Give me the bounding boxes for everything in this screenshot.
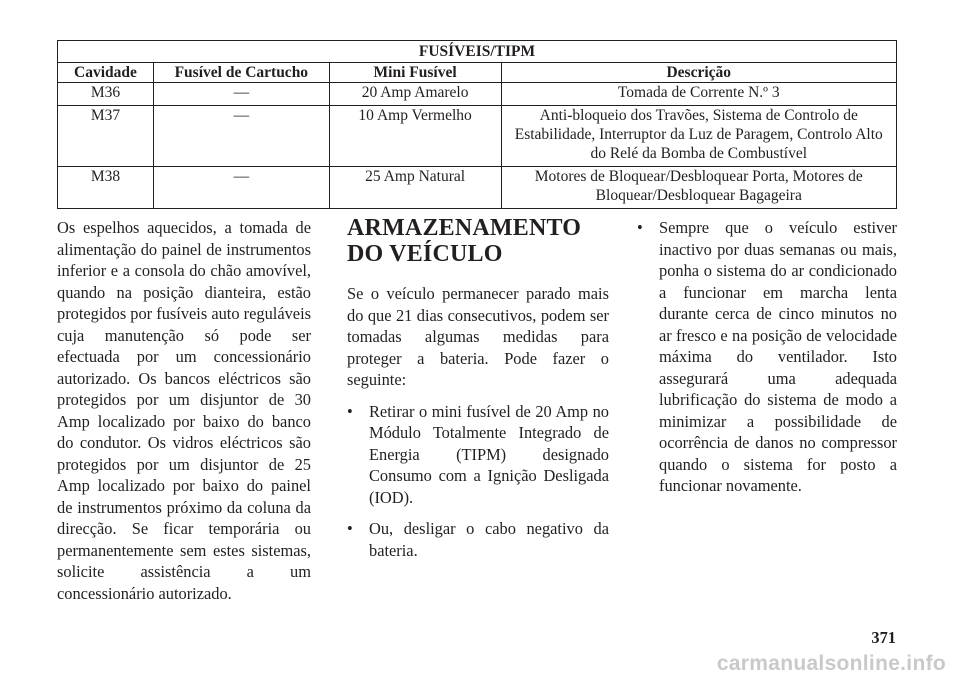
cell-cavidade: M37 [58, 106, 154, 167]
body-paragraph: Os espelhos aquecidos, a tomada de alimentação do painel de instrumentos inferior e a consola do chão amovível, quando na posição dianteira, estão protegidos por fusíveis auto reguláveis cuja manutenção só pode ser efectuada por um concessionário autorizado. Os bancos eléctricos são protegidos por um disjuntor de 30 Amp localizado por baixo do banco do condutor. Os vidros eléctricos são protegidos por um disjuntor de 25 Amp localizado por baixo do painel de instrumentos próximo da coluna da direcção. Se ficar temporária ou permanentemente sem estes sistemas, solicite assistência a um concessionário autorizado. [57, 218, 311, 603]
storage-tips-list [637, 217, 897, 497]
list-item-text: Sempre que o veículo estiver inactivo por duas semanas ou mais, ponha o sistema do ar condicionado a funcionar em marcha lenta durante cerca de cinco minutos no ar fresco e na posição de velocidade máxima do ventilador. Isto assegurará uma adequada lubrificação do sistema de modo a minimizar a possibilidade de ocorrência de danos no compressor quando o sistema for posto a funcionar novamente. [659, 218, 897, 495]
text-column-middle [347, 215, 609, 561]
page-number: 371 [871, 628, 896, 647]
cell-fusivel-cartucho: — [153, 83, 329, 106]
cell-fusivel-cartucho: — [153, 106, 329, 167]
table-row [58, 83, 897, 106]
list-item-text: Retirar o mini fusível de 20 Amp no Módulo Totalmente Integrado de Energia (TIPM) designado Consumo com a Ignição Desligada (IOD). [369, 401, 609, 507]
bullet-icon: • [637, 218, 643, 237]
cell-mini-fusivel: 25 Amp Natural [329, 167, 501, 209]
table-title: FUSÍVEIS/TIPM [58, 41, 897, 63]
fuse-table [57, 40, 897, 209]
cell-descricao: Tomada de Corrente N.º 3 [501, 83, 897, 106]
text-column-right [637, 217, 897, 497]
table-row [58, 106, 897, 167]
list-item [347, 518, 609, 561]
cell-fusivel-cartucho: — [153, 167, 329, 209]
list-item [347, 401, 609, 509]
section-heading: ARMAZENAMENTO DO VEÍCULO [347, 215, 582, 267]
cell-cavidade: M36 [58, 83, 154, 106]
text-column-left [57, 217, 311, 604]
column-header-fusivel-cartucho: Fusível de Cartucho [153, 63, 329, 83]
storage-steps-list [347, 401, 609, 562]
cell-mini-fusivel: 10 Amp Vermelho [329, 106, 501, 167]
table-header-row [58, 63, 897, 83]
table-row [58, 167, 897, 209]
bullet-icon: • [347, 401, 353, 421]
cell-descricao: Motores de Bloquear/Desbloquear Porta, Motores de Bloquear/Desbloquear Bagageira [501, 167, 897, 209]
list-item-text: Ou, desligar o cabo negativo da bateria. [369, 519, 609, 560]
intro-paragraph: Se o veículo permanecer parado mais do que 21 dias consecutivos, podem ser tomadas algumas medidas para proteger a bateria. Pode fazer o seguinte: [347, 284, 609, 389]
column-header-cavidade: Cavidade [58, 63, 154, 83]
cell-descricao: Anti-bloqueio dos Travões, Sistema de Controlo de Estabilidade, Interruptor da Luz de Paragem, Controlo Alto do Relé da Bomba de Combustível [501, 106, 897, 167]
bullet-icon: • [347, 519, 353, 538]
cell-mini-fusivel: 20 Amp Amarelo [329, 83, 501, 106]
column-header-mini-fusivel: Mini Fusível [329, 63, 501, 83]
watermark: carmanualsonline.info [716, 652, 946, 675]
column-header-descricao: Descrição [501, 63, 897, 83]
list-item [637, 217, 897, 497]
cell-cavidade: M38 [58, 167, 154, 209]
